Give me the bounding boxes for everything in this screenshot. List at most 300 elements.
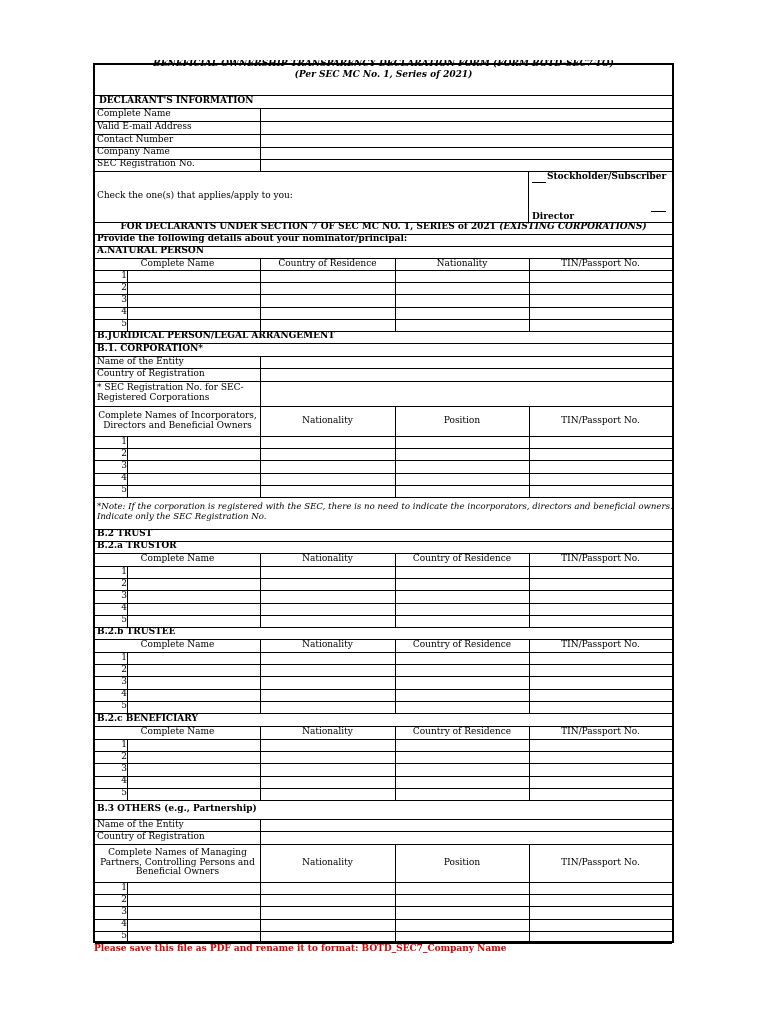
row-number: 3 [121, 591, 127, 602]
column-divider [528, 172, 529, 222]
row-number: 1 [121, 652, 127, 663]
table-cell-input[interactable] [261, 567, 395, 578]
table-cell-input[interactable] [128, 677, 260, 688]
table-cell-input[interactable] [261, 907, 395, 918]
row-number: 4 [121, 603, 127, 614]
table-cell-input[interactable] [261, 895, 395, 906]
field-label: * SEC Registration No. for SEC- [97, 383, 244, 393]
field-input[interactable] [261, 832, 672, 844]
stockholder-checkbox[interactable] [532, 182, 546, 183]
country-registration-field [95, 369, 672, 382]
trustor-row [95, 579, 672, 591]
row-number: 5 [121, 701, 127, 712]
trustor-row [95, 567, 672, 579]
table-cell-input[interactable] [530, 616, 672, 627]
column-header [395, 407, 529, 436]
section-title: B.2.c BENEFICIARY [97, 714, 198, 724]
table-cell-input[interactable] [128, 764, 260, 775]
table-cell-input[interactable] [128, 579, 260, 590]
table-cell-input[interactable] [396, 320, 529, 331]
column-header-text: TIN/Passport No. [561, 554, 640, 565]
row-number: 3 [121, 764, 127, 775]
row-number: 4 [121, 689, 127, 700]
row-number: 5 [121, 319, 127, 330]
section-title-text: B.3 OTHERS [97, 804, 165, 814]
column-header [95, 259, 260, 270]
natural-person-row [95, 283, 672, 295]
others-row [95, 932, 672, 944]
table-cell-input[interactable] [396, 740, 529, 751]
table-cell-input[interactable] [396, 653, 529, 664]
table-cell-input[interactable] [128, 653, 260, 664]
table-cell-input[interactable] [128, 604, 260, 615]
column-header-text: Directors and Beneficial Owners [103, 420, 252, 431]
row-number: 2 [121, 578, 127, 589]
declaration-form [93, 60, 674, 943]
table-cell-input[interactable] [128, 752, 260, 763]
column-header-text: Complete Name [140, 727, 215, 738]
others-table-header [95, 845, 672, 883]
row-number: 3 [121, 461, 127, 472]
table-cell-input[interactable] [261, 752, 395, 763]
table-cell-input[interactable] [396, 295, 529, 306]
corporation-row [95, 461, 672, 473]
trustee-row [95, 677, 672, 689]
table-cell-input[interactable] [261, 616, 395, 627]
table-cell-input[interactable] [128, 567, 260, 578]
table-cell-input[interactable] [396, 777, 529, 788]
table-cell-input[interactable] [396, 461, 529, 472]
field-input[interactable] [261, 109, 672, 121]
table-cell-input[interactable] [530, 677, 672, 688]
row-number: 1 [121, 270, 127, 281]
others-row [95, 907, 672, 919]
table-cell-input[interactable] [396, 920, 529, 931]
table-cell-input[interactable] [396, 895, 529, 906]
table-cell-input[interactable] [261, 665, 395, 676]
column-header [395, 845, 529, 882]
table-cell-input[interactable] [261, 295, 395, 306]
section7-title-emphasis: (EXISTING CORPORATIONS) [499, 222, 647, 232]
section7-title-text: FOR DECLARANTS UNDER SECTION 7 OF SEC MC NO. 1, SERIES of 2021 [120, 222, 500, 232]
section-title-example: (e.g., Partnership) [164, 804, 257, 814]
corporation-table-header [95, 407, 672, 437]
table-cell-input[interactable] [261, 461, 395, 472]
field-label: Company Name [97, 147, 170, 157]
table-cell-input[interactable] [530, 567, 672, 578]
trustor-header [95, 542, 672, 554]
table-cell-input[interactable] [396, 690, 529, 701]
table-cell-input[interactable] [261, 677, 395, 688]
others-row [95, 920, 672, 932]
column-header [95, 554, 260, 566]
column-header [395, 259, 529, 270]
column-header [529, 407, 672, 436]
table-cell-input[interactable] [530, 653, 672, 664]
field-label: Country of Registration [97, 369, 205, 379]
table-cell-input[interactable] [396, 474, 529, 485]
trustor-table-header [95, 554, 672, 567]
save-instruction: Please save this file as PDF and rename it to format: BOTD_SEC7_Company Name [94, 944, 507, 954]
table-cell-input[interactable] [128, 437, 260, 448]
table-cell-input[interactable] [396, 449, 529, 460]
table-cell-input[interactable] [128, 486, 260, 497]
field-label: Name of the Entity [97, 820, 184, 830]
beneficiary-row [95, 752, 672, 764]
field-input[interactable] [261, 820, 672, 831]
column-header-text: Nationality [302, 554, 353, 565]
table-cell-input[interactable] [261, 764, 395, 775]
table-cell-input[interactable] [128, 295, 260, 306]
table-cell-input[interactable] [128, 320, 260, 331]
row-number: 1 [121, 566, 127, 577]
row-number: 3 [121, 295, 127, 306]
table-cell-input[interactable] [530, 789, 672, 800]
row-number: 5 [121, 485, 127, 496]
column-header-text: Nationality [302, 727, 353, 738]
table-cell-input[interactable] [530, 932, 672, 943]
table-cell-input[interactable] [530, 777, 672, 788]
table-cell-input[interactable] [396, 283, 529, 294]
beneficiary-header [95, 715, 672, 727]
table-cell-input[interactable] [261, 486, 395, 497]
note-text: Indicate only the SEC Registration No. [97, 512, 267, 522]
trustor-row [95, 616, 672, 628]
stockholder-option-label: Stockholder/Subscriber [547, 172, 667, 182]
table-cell-input[interactable] [530, 907, 672, 918]
column-header [395, 727, 529, 739]
natural-person-row [95, 295, 672, 307]
country-registration-field [95, 832, 672, 845]
table-cell-input[interactable] [261, 474, 395, 485]
column-header-text: Complete Name [140, 640, 215, 651]
row-number: 5 [121, 931, 127, 942]
table-cell-input[interactable] [128, 461, 260, 472]
table-cell-input[interactable] [128, 308, 260, 319]
nominator-prompt-text: Provide the following details about your nominator/principal: [97, 234, 408, 244]
table-cell-input[interactable] [396, 616, 529, 627]
table-cell-input[interactable] [128, 895, 260, 906]
row-number: 1 [121, 436, 127, 447]
column-header [395, 640, 529, 652]
column-header-text: Complete Name [140, 258, 215, 269]
trustee-row [95, 665, 672, 677]
table-cell-input[interactable] [261, 740, 395, 751]
column-header-text: Nationality [302, 415, 353, 426]
section-title: DECLARANT'S INFORMATION [99, 96, 254, 106]
declarant-field [95, 159, 672, 172]
column-header [95, 727, 260, 739]
field-label: Valid E-mail Address [97, 122, 192, 132]
table-cell-input[interactable] [530, 283, 672, 294]
table-cell-input[interactable] [530, 604, 672, 615]
natural-person-row [95, 308, 672, 320]
field-input[interactable] [261, 159, 672, 171]
table-cell-input[interactable] [396, 567, 529, 578]
row-number: 5 [121, 788, 127, 799]
table-cell-input[interactable] [396, 907, 529, 918]
column-header-text: Partners, Controlling Persons and [100, 857, 255, 868]
others-row [95, 883, 672, 895]
table-cell-input[interactable] [396, 677, 529, 688]
table-cell-input[interactable] [530, 895, 672, 906]
beneficiary-row [95, 789, 672, 801]
field-input[interactable] [261, 369, 672, 381]
table-cell-input[interactable] [530, 591, 672, 602]
table-cell-input[interactable] [261, 271, 395, 282]
table-cell-input[interactable] [128, 474, 260, 485]
entity-name-field [95, 357, 672, 369]
table-cell-input[interactable] [530, 883, 672, 894]
field-label: Country of Registration [97, 832, 205, 842]
table-cell-input[interactable] [261, 883, 395, 894]
table-cell-input[interactable] [128, 920, 260, 931]
table-cell-input[interactable] [396, 702, 529, 713]
column-header-text: Beneficial Owners [135, 867, 220, 878]
row-number: 1 [121, 739, 127, 750]
table-cell-input[interactable] [128, 702, 260, 713]
table-cell-input[interactable] [261, 449, 395, 460]
corporation-row [95, 449, 672, 461]
table-cell-input[interactable] [530, 308, 672, 319]
trustee-header [95, 628, 672, 640]
beneficiary-table-header [95, 727, 672, 740]
row-number: 4 [121, 307, 127, 318]
table-cell-input[interactable] [128, 665, 260, 676]
natural-person-row [95, 271, 672, 283]
column-header-text: TIN/Passport No. [561, 857, 640, 868]
table-cell-input[interactable] [128, 740, 260, 751]
table-cell-input[interactable] [530, 437, 672, 448]
corporation-header [95, 344, 672, 357]
table-cell-input[interactable] [128, 271, 260, 282]
juridical-header [95, 332, 672, 344]
row-number: 2 [121, 751, 127, 762]
field-label: Registered Corporations [97, 393, 210, 403]
beneficiary-row [95, 740, 672, 752]
others-row [95, 895, 672, 907]
column-header-text: Country of Residence [412, 554, 512, 565]
table-cell-input[interactable] [530, 665, 672, 676]
table-cell-input[interactable] [128, 883, 260, 894]
row-number: 4 [121, 919, 127, 930]
trustee-row [95, 653, 672, 665]
table-cell-input[interactable] [530, 461, 672, 472]
row-number: 3 [121, 677, 127, 688]
table-cell-input[interactable] [128, 591, 260, 602]
table-cell-input[interactable] [128, 449, 260, 460]
row-number: 2 [121, 448, 127, 459]
row-number: 5 [121, 615, 127, 626]
field-label: Name of the Entity [97, 357, 184, 367]
table-cell-input[interactable] [261, 579, 395, 590]
form-title: BENEFICIAL OWNERSHIP TRANSPARENCY DECLARATION FORM (FORM BOTD-SEC7-TO) [153, 60, 614, 68]
note-text: *Note: If the corporation is registered with the SEC, there is no need to indicate the incorporators, directors and beneficial owners. [97, 502, 673, 512]
column-header-text: Country of Residence [412, 727, 512, 738]
column-header-text: Complete Name [140, 554, 215, 565]
column-header [260, 259, 395, 270]
table-cell-input[interactable] [128, 690, 260, 701]
table-cell-input[interactable] [396, 579, 529, 590]
table-cell-input[interactable] [261, 320, 395, 331]
director-option-label: Director [532, 212, 575, 222]
column-header [529, 259, 672, 270]
row-number: 2 [121, 664, 127, 675]
column-header [95, 640, 260, 652]
table-cell-input[interactable] [261, 789, 395, 800]
table-cell-input[interactable] [128, 907, 260, 918]
column-header [95, 407, 260, 436]
table-cell-input[interactable] [396, 437, 529, 448]
column-header [395, 554, 529, 566]
table-cell-input[interactable] [396, 604, 529, 615]
sec-registration-field [95, 382, 672, 407]
section-title [97, 805, 257, 815]
table-cell-input[interactable] [530, 320, 672, 331]
natural-person-header [95, 247, 672, 259]
section-title: A.NATURAL PERSON [97, 246, 204, 256]
row-number: 4 [121, 776, 127, 787]
table-cell-input[interactable] [396, 665, 529, 676]
table-cell-input[interactable] [261, 604, 395, 615]
row-number: 2 [121, 894, 127, 905]
form-title-block [95, 60, 672, 96]
table-cell-input[interactable] [261, 308, 395, 319]
corporation-row [95, 486, 672, 498]
row-number: 3 [121, 907, 127, 918]
column-header [95, 845, 260, 882]
check-prompt: Check the one(s) that applies/apply to you: [97, 191, 293, 201]
corporation-row [95, 474, 672, 486]
table-cell-input[interactable] [261, 932, 395, 943]
column-header [529, 640, 672, 652]
table-cell-input[interactable] [128, 932, 260, 943]
column-header [260, 640, 395, 652]
column-header [260, 845, 395, 882]
row-number: 4 [121, 473, 127, 484]
field-input[interactable] [261, 382, 672, 406]
table-cell-input[interactable] [396, 591, 529, 602]
table-cell-input[interactable] [530, 920, 672, 931]
field-label: SEC Registration No. [97, 159, 195, 169]
table-cell-input[interactable] [530, 764, 672, 775]
natural-person-table-header [95, 259, 672, 271]
table-cell-input[interactable] [396, 764, 529, 775]
table-cell-input[interactable] [261, 920, 395, 931]
row-number: 2 [121, 282, 127, 293]
table-cell-input[interactable] [396, 883, 529, 894]
table-cell-input[interactable] [530, 474, 672, 485]
table-cell-input[interactable] [261, 690, 395, 701]
column-header [260, 407, 395, 436]
director-checkbox[interactable] [651, 211, 666, 212]
table-cell-input[interactable] [128, 283, 260, 294]
column-header-text: TIN/Passport No. [561, 640, 640, 651]
trustee-row [95, 702, 672, 714]
field-input[interactable] [261, 135, 672, 147]
field-input[interactable] [261, 122, 672, 134]
table-cell-input[interactable] [530, 752, 672, 763]
corporation-row [95, 437, 672, 449]
table-cell-input[interactable] [128, 616, 260, 627]
column-header-text: Nationality [302, 640, 353, 651]
table-cell-input[interactable] [530, 690, 672, 701]
field-label: Contact Number [97, 135, 174, 145]
column-header-text: Complete Names of Incorporators, [98, 410, 257, 421]
table-cell-input[interactable] [530, 271, 672, 282]
column-header-text: Nationality [302, 857, 353, 868]
corporation-note [95, 498, 672, 530]
column-header-text: Position [443, 857, 481, 868]
table-cell-input[interactable] [530, 486, 672, 497]
table-cell-input[interactable] [530, 702, 672, 713]
trust-header [95, 530, 672, 542]
trustor-row [95, 604, 672, 616]
column-header-text: TIN/Passport No. [561, 258, 640, 269]
table-cell-input[interactable] [396, 486, 529, 497]
table-cell-input[interactable] [396, 932, 529, 943]
table-cell-input[interactable] [396, 271, 529, 282]
column-header-text: Country of Residence [412, 640, 512, 651]
section-title: B.2.b TRUSTEE [97, 627, 176, 637]
column-header [260, 554, 395, 566]
section-title: B.JURIDICAL PERSON/LEGAL ARRANGEMENT [97, 331, 335, 341]
column-header [529, 727, 672, 739]
field-label: Complete Name [97, 109, 171, 119]
section-title: B.1. CORPORATION* [97, 344, 204, 354]
table-cell-input[interactable] [128, 777, 260, 788]
column-header [529, 845, 672, 882]
table-cell-input[interactable] [396, 308, 529, 319]
table-cell-input[interactable] [261, 777, 395, 788]
table-cell-input[interactable] [261, 591, 395, 602]
others-header [95, 801, 672, 820]
column-header-text: Complete Names of Managing [108, 847, 247, 858]
entity-name-field [95, 820, 672, 832]
declarant-role-check [95, 172, 672, 223]
declarant-field [95, 109, 672, 122]
column-header-text: TIN/Passport No. [561, 415, 640, 426]
table-cell-input[interactable] [530, 295, 672, 306]
section-title: B.2 TRUST [97, 529, 153, 539]
declarant-field [95, 122, 672, 135]
trustee-table-header [95, 640, 672, 653]
trustor-row [95, 591, 672, 603]
table-cell-input[interactable] [530, 449, 672, 460]
beneficiary-row [95, 777, 672, 789]
table-cell-input[interactable] [261, 283, 395, 294]
table-cell-input[interactable] [261, 437, 395, 448]
column-header-text: TIN/Passport No. [561, 727, 640, 738]
field-input[interactable] [261, 147, 672, 159]
table-cell-input[interactable] [261, 653, 395, 664]
table-cell-input[interactable] [128, 789, 260, 800]
table-cell-input[interactable] [261, 702, 395, 713]
column-header [529, 554, 672, 566]
table-cell-input[interactable] [396, 789, 529, 800]
row-number: 1 [121, 882, 127, 893]
section7-title [95, 223, 672, 233]
section-title: B.2.a TRUSTOR [97, 541, 177, 551]
table-cell-input[interactable] [530, 579, 672, 590]
column-header-text: Nationality [436, 258, 488, 269]
field-input[interactable] [261, 357, 672, 368]
beneficiary-row [95, 764, 672, 776]
column-header-text: Country of Residence [278, 258, 377, 269]
table-cell-input[interactable] [396, 752, 529, 763]
table-cell-input[interactable] [530, 740, 672, 751]
trustee-row [95, 690, 672, 702]
